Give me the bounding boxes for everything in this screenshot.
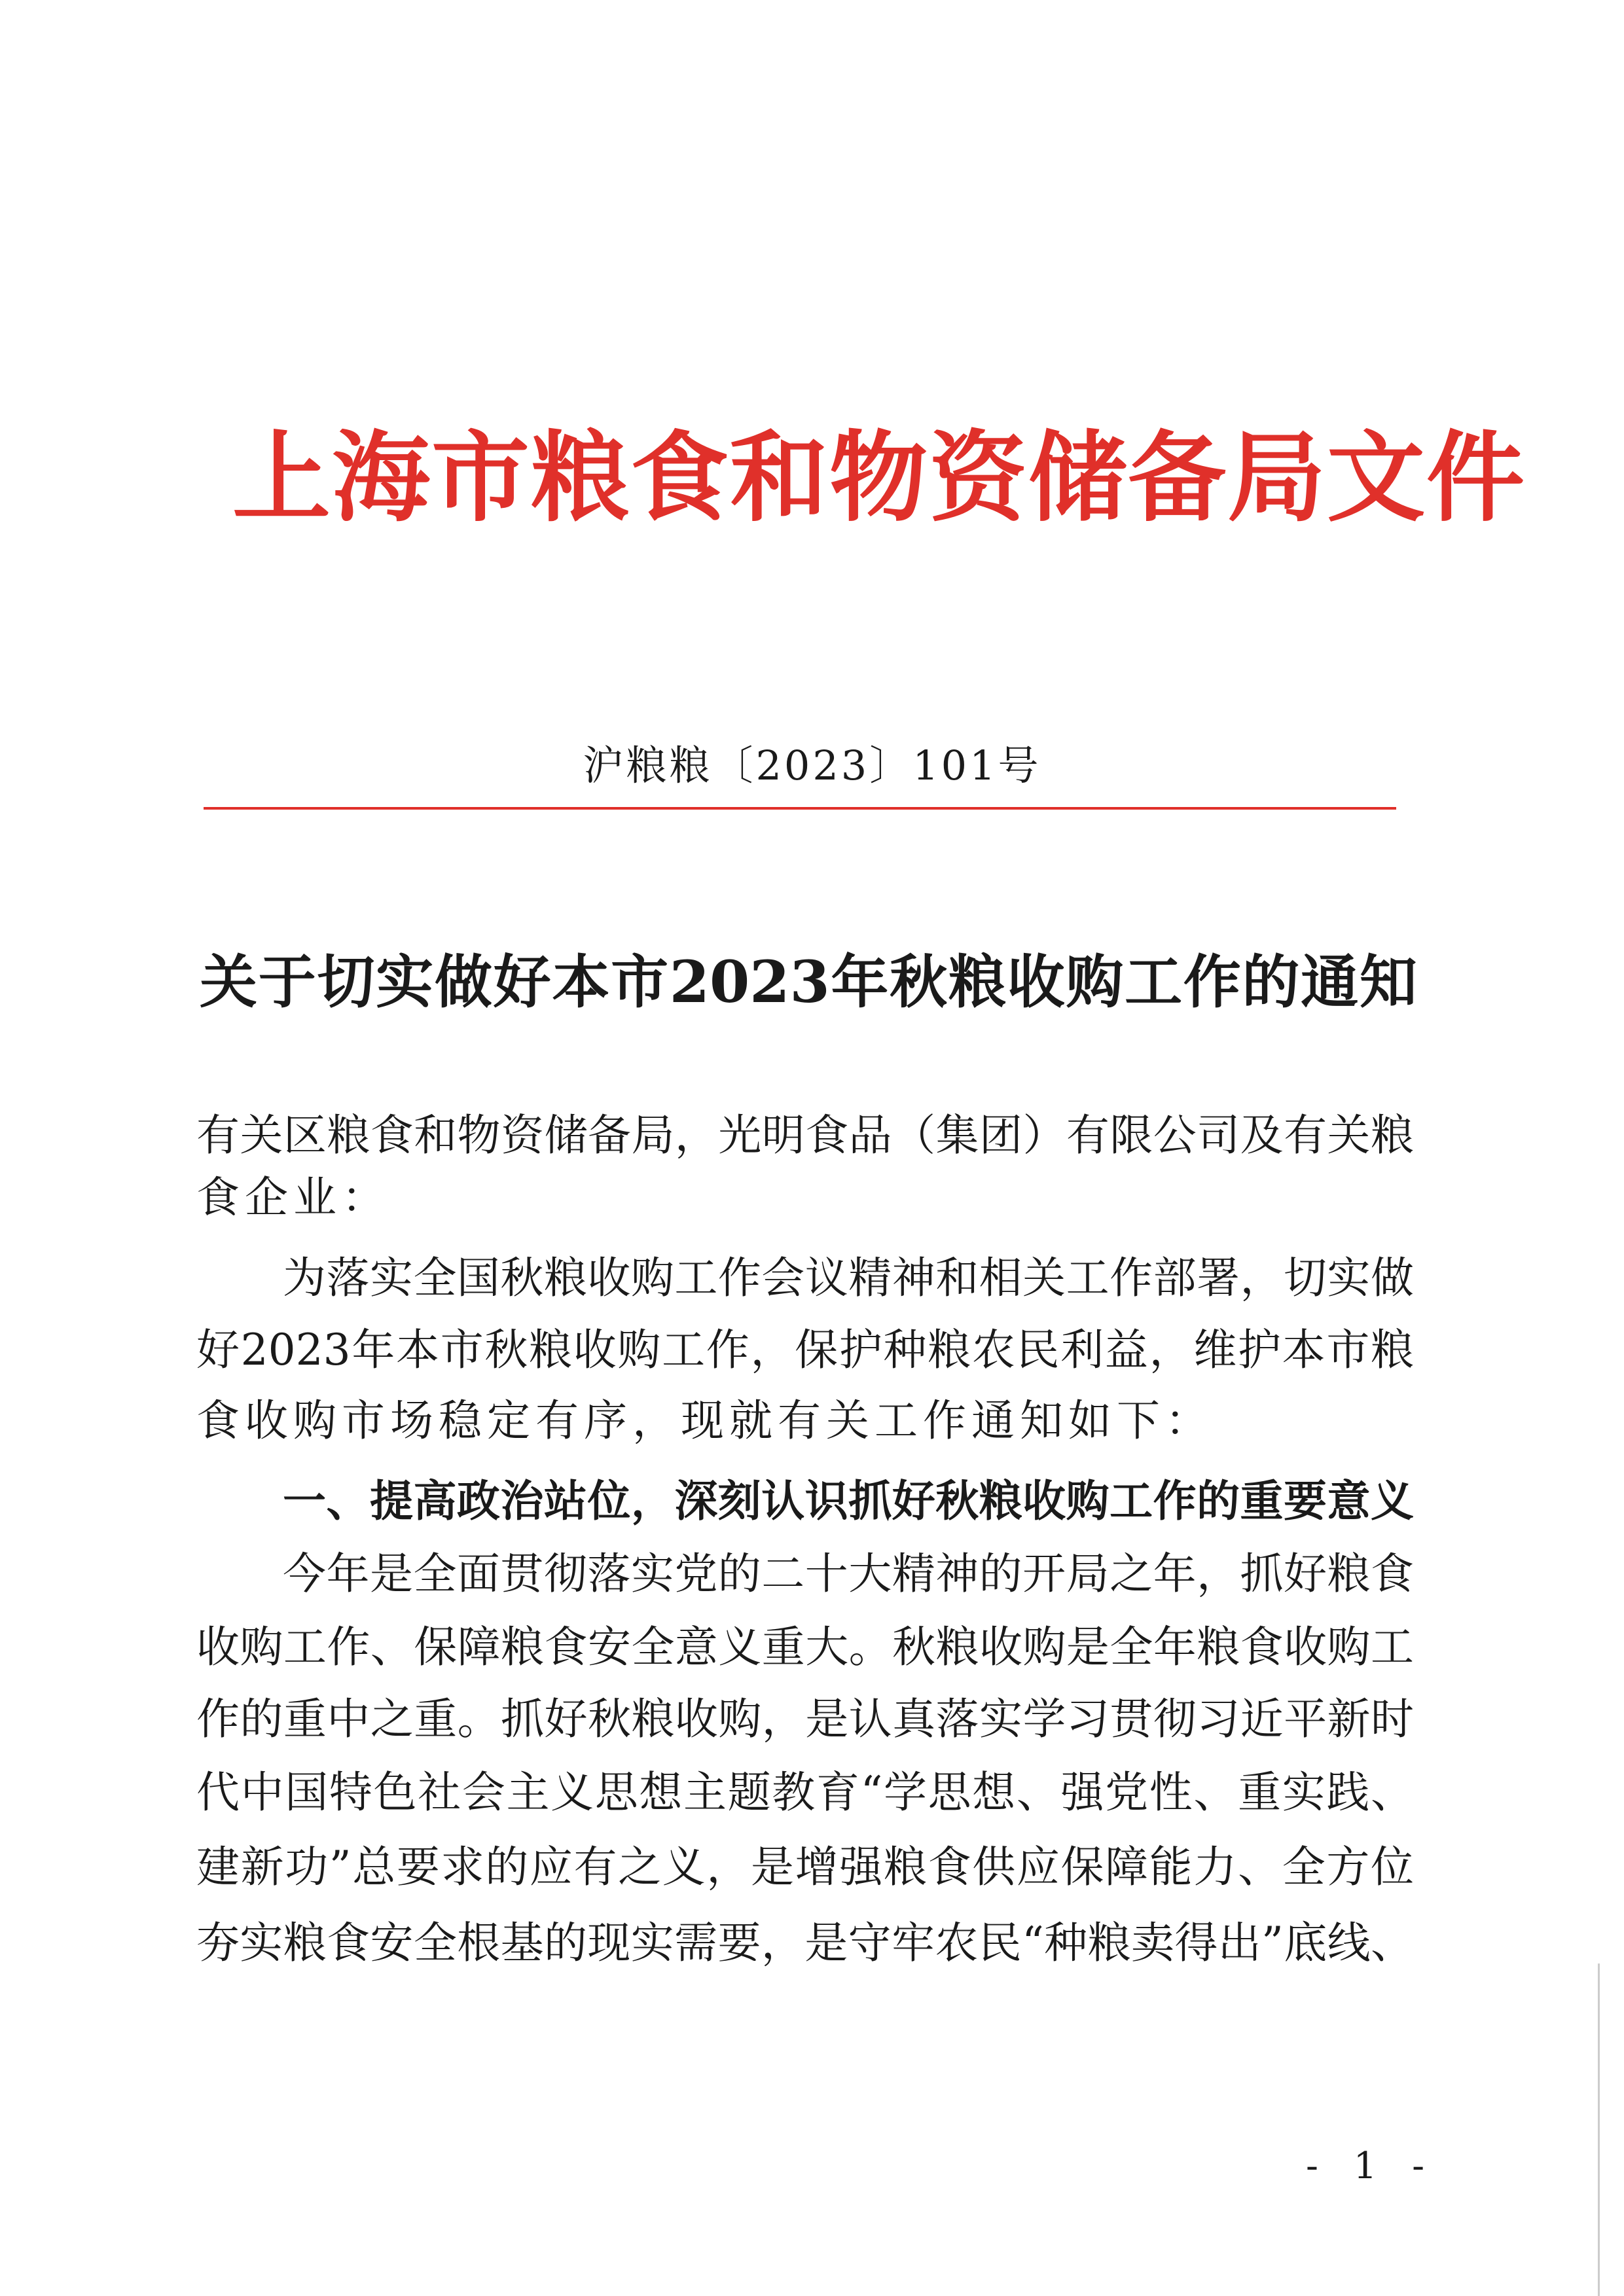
body-line: 夯实粮食安全根基的现实需要，是守牢农民“种粮卖得出”底线、 <box>196 1918 1414 1968</box>
issuing-authority-header: 上海市粮食和物资储备局文件 <box>232 420 1526 535</box>
page-number: - 1 - <box>1306 2145 1437 2187</box>
document-title: 关于切实做好本市2023年秋粮收购工作的通知 <box>200 948 1417 1016</box>
section-heading: 一、提高政治站位，深刻认识抓好秋粮收购工作的重要意义 <box>283 1475 1414 1526</box>
body-line: 作的重中之重。抓好秋粮收购，是认真落实学习贯彻习近平新时 <box>196 1694 1414 1744</box>
red-divider-line <box>204 807 1396 810</box>
scan-edge-line <box>1598 1964 1600 2296</box>
body-line: 收购工作、保障粮食安全意义重大。秋粮收购是全年粮食收购工 <box>196 1622 1414 1672</box>
body-line: 食企业： <box>196 1172 390 1223</box>
body-line: 建新功”总要求的应有之义，是增强粮食供应保障能力、全方位 <box>196 1842 1414 1892</box>
body-line: 代中国特色社会主义思想主题教育“学思想、强党性、重实践、 <box>196 1767 1414 1818</box>
body-line: 有关区粮食和物资储备局，光明食品（集团）有限公司及有关粮 <box>196 1110 1414 1160</box>
body-line: 食收购市场稳定有序，现就有关工作通知如下： <box>196 1395 1214 1446</box>
document-number: 沪粮粮〔2023〕101号 <box>583 742 1041 789</box>
body-line: 好2023年本市秋粮收购工作，保护种粮农民利益，维护本市粮 <box>196 1325 1414 1375</box>
body-line: 今年是全面贯彻落实党的二十大精神的开局之年，抓好粮食 <box>283 1549 1414 1599</box>
body-line: 为落实全国秋粮收购工作会议精神和相关工作部署，切实做 <box>283 1253 1414 1303</box>
